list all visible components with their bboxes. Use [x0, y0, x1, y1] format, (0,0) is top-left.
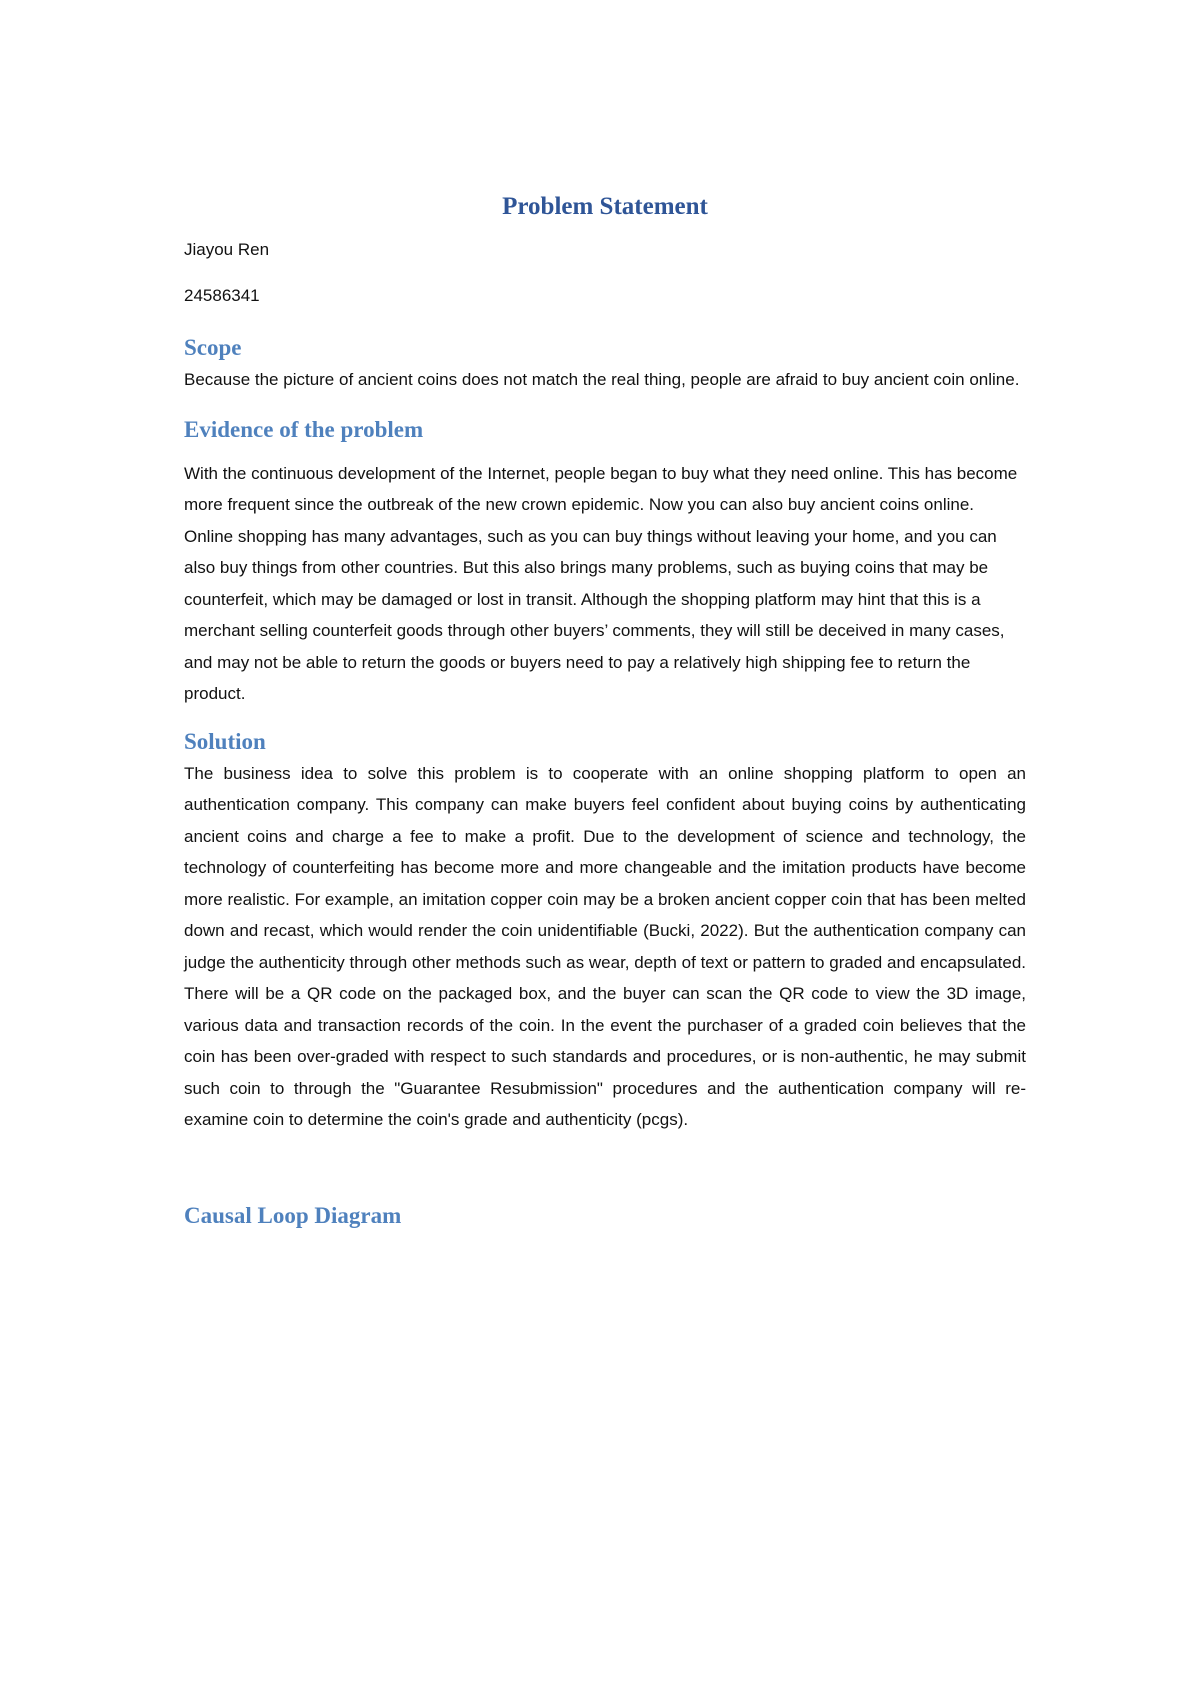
- section-heading-evidence: Evidence of the problem: [184, 416, 424, 442]
- student-id: 24586341: [184, 286, 260, 305]
- document-content: [184, 190, 1026, 1232]
- section-heading-causal-loop-diagram: Causal Loop Diagram: [184, 1202, 402, 1228]
- section-text-scope: Because the picture of ancient coins does not match the real thing, people are afraid to buy ancient coin online.: [184, 370, 1020, 389]
- section-heading-solution: Solution: [184, 728, 266, 754]
- page-title: Problem Statement: [502, 193, 708, 220]
- section-text-evidence: With the continuous development of the Internet, people began to buy what they need online. This has become more frequent since the outbreak of the new crown epidemic. Now you can also buy ancient coins online. Online shopping has many advantages, such as you can buy things without leaving your home, and you can also buy things from other countries. But this also brings many problems, such as buying coins that may be counterfeit, which may be damaged or lost in transit. Although the shopping platform may hint that this is a merchant selling counterfeit goods through other buyers’ comments, they will still be deceived in many cases, and may not be able to return the goods or buyers need to pay a relatively high shipping fee to return the product.: [184, 463, 1018, 703]
- section-text-solution: The business idea to solve this problem is to cooperate with an online shopping platform to open an authentication company. This company can make buyers feel confident about buying coins by authenticating ancient coins and charge a fee to make a profit. Due to the development of science and technology, the technology of counterfeiting has become more and more changeable and the imitation products have become more realistic. For example, an imitation copper coin may be a broken ancient copper coin that has been melted down and recast, which would render the coin unidentifiable (Bucki, 2022). But the authentication company can judge the authenticity through other methods such as wear, depth of text or pattern to graded and encapsulated. There will be a QR code on the packaged box, and the buyer can scan the QR code to view the 3D image, various data and transaction records of the coin. In the event the purchaser of a graded coin believes that the coin has been over-graded with respect to such standards and procedures, or is non-authentic, he may submit such coin to through the "Guarantee Resubmission" procedures and the authentication company will re-examine coin to determine the coin's grade and authenticity (pcgs).: [184, 763, 1026, 1129]
- author-name: Jiayou Ren: [184, 240, 270, 259]
- section-heading-scope: Scope: [184, 335, 242, 360]
